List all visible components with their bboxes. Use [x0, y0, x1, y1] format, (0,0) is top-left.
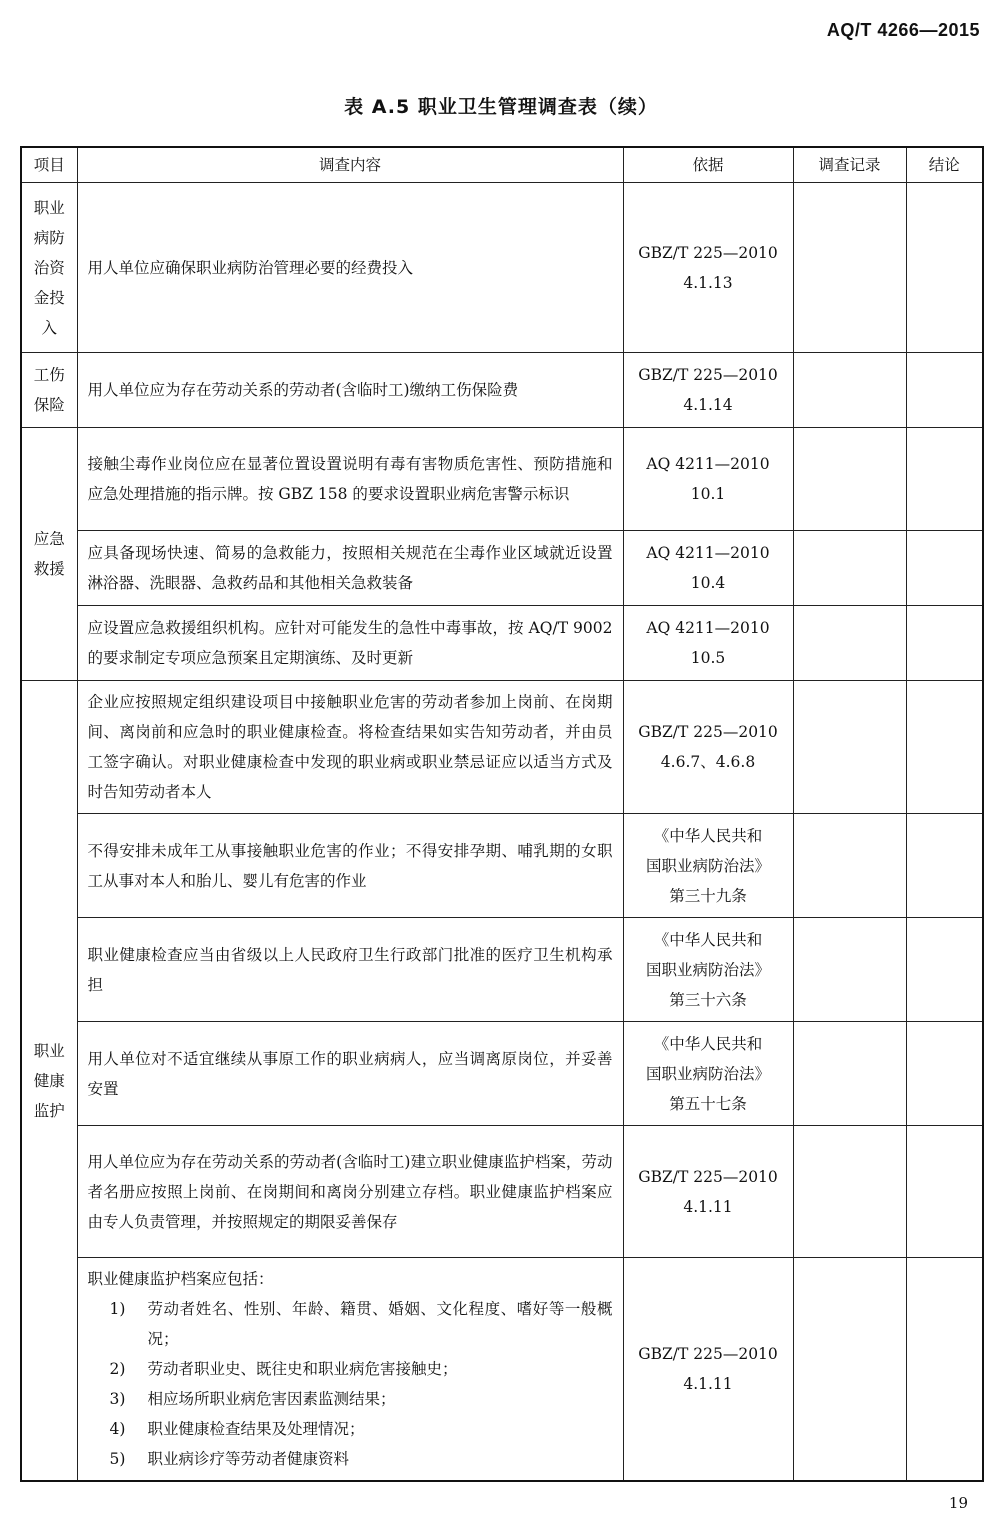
list-text: 劳动者姓名、性别、年龄、籍贯、婚姻、文化程度、嗜好等一般概况； — [147, 1300, 613, 1348]
content-cell: 用人单位应为存在劳动关系的劳动者(含临时工)建立职业健康监护档案，劳动者名册应按照上岗前、在岗期间和离岗分别建立存档。职业健康监护档案应由专人负责管理，并按照规定的期限妥善保存 — [77, 1126, 623, 1258]
basis-line: 《中华人民共和 — [653, 930, 763, 949]
record-cell — [793, 531, 906, 606]
list-number: 2) — [109, 1360, 126, 1378]
list-item — [88, 1294, 613, 1354]
conclusion-cell — [906, 1258, 983, 1482]
item-cell — [21, 681, 77, 1482]
basis-line: 国职业病防治法》 — [645, 856, 770, 875]
header-content: 调查内容 — [77, 147, 623, 183]
table-row — [21, 918, 983, 1022]
content-cell: 用人单位应为存在劳动关系的劳动者(含临时工)缴纳工伤保险费 — [77, 353, 623, 428]
list-item — [88, 1354, 613, 1384]
list-number: 5) — [109, 1450, 126, 1468]
table-title: 表 A.5 职业卫生管理调查表（续） — [344, 96, 658, 118]
list-number: 4) — [109, 1420, 126, 1438]
basis-line: GBZ/T 225—2010 — [638, 366, 778, 384]
content-cell: 应设置应急救援组织机构。应针对可能发生的急性中毒事故，按 AQ/T 9002 的要求制定专项应急预案且定期演练、及时更新 — [77, 606, 623, 681]
content-cell: 用人单位应确保职业病防治管理必要的经费投入 — [77, 183, 623, 353]
basis-cell — [623, 606, 793, 681]
basis-line: 10.5 — [690, 649, 726, 667]
item-label: 应急救援 — [33, 530, 65, 578]
item-label: 工伤保险 — [33, 366, 65, 414]
record-cell — [793, 1258, 906, 1482]
list-intro: 职业健康监护档案应包括： — [87, 1270, 274, 1288]
basis-cell — [623, 1258, 793, 1482]
record-cell — [793, 1126, 906, 1258]
item-label: 职业病防治资金投入 — [33, 198, 65, 337]
basis-cell — [623, 918, 793, 1022]
basis-cell — [623, 681, 793, 814]
basis-line: 《中华人民共和 — [653, 826, 763, 845]
table-row — [21, 681, 983, 814]
basis-line: AQ 4211—2010 — [646, 619, 770, 637]
table-row — [21, 183, 983, 353]
content-cell: 不得安排未成年工从事接触职业危害的作业；不得安排孕期、哺乳期的女职工从事对本人和胎儿、婴儿有危害的作业 — [77, 814, 623, 918]
basis-line: 第三十九条 — [669, 886, 747, 905]
header-basis: 依据 — [623, 147, 793, 183]
table-row — [21, 428, 983, 531]
record-cell — [793, 918, 906, 1022]
list-item — [88, 1444, 613, 1474]
basis-line: GBZ/T 225—2010 — [638, 243, 778, 262]
basis-line: 第三十六条 — [669, 990, 747, 1009]
basis-line: 4.1.13 — [683, 273, 733, 292]
list-text: 相应场所职业病危害因素监测结果； — [147, 1390, 396, 1408]
basis-line: AQ 4211—2010 — [646, 544, 770, 562]
basis-line: 4.6.7、4.6.8 — [660, 753, 756, 771]
basis-line: 4.1.11 — [683, 1375, 733, 1393]
conclusion-cell — [906, 428, 983, 531]
basis-cell — [623, 1126, 793, 1258]
record-cell — [793, 606, 906, 681]
basis-line: GBZ/T 225—2010 — [638, 723, 778, 741]
basis-line: 国职业病防治法》 — [645, 1064, 770, 1083]
basis-line: 4.1.11 — [683, 1197, 733, 1216]
list-text: 职业健康检查结果及处理情况； — [147, 1420, 365, 1438]
conclusion-cell — [906, 1126, 983, 1258]
table-row — [21, 353, 983, 428]
record-cell — [793, 353, 906, 428]
record-cell — [793, 183, 906, 353]
basis-line: GBZ/T 225—2010 — [638, 1167, 778, 1186]
basis-cell — [623, 353, 793, 428]
record-cell — [793, 1022, 906, 1126]
item-cell — [21, 428, 77, 681]
conclusion-cell — [906, 681, 983, 814]
record-cell — [793, 814, 906, 918]
basis-line: 国职业病防治法》 — [645, 960, 770, 979]
header-record: 调查记录 — [793, 147, 906, 183]
content-cell: 职业健康检查应当由省级以上人民政府卫生行政部门批准的医疗卫生机构承担 — [77, 918, 623, 1022]
basis-cell — [623, 1022, 793, 1126]
content-cell: 应具备现场快速、简易的急救能力，按照相关规范在尘毒作业区域就近设置淋浴器、洗眼器、急救药品和其他相关急救装备 — [77, 531, 623, 606]
conclusion-cell — [906, 183, 983, 353]
survey-table — [20, 146, 984, 1482]
table-header-row — [21, 147, 983, 183]
page-number: 19 — [948, 1494, 968, 1512]
item-cell — [21, 183, 77, 353]
list-item — [88, 1414, 613, 1444]
list-text: 职业病诊疗等劳动者健康资料 — [147, 1450, 350, 1468]
basis-line: 第五十七条 — [669, 1094, 747, 1113]
conclusion-cell — [906, 918, 983, 1022]
table-row — [21, 531, 983, 606]
table-row — [21, 1258, 983, 1482]
table-row — [21, 1126, 983, 1258]
basis-line: 10.4 — [690, 574, 726, 592]
content-cell: 用人单位对不适宜继续从事原工作的职业病病人，应当调离原岗位，并妥善安置 — [77, 1022, 623, 1126]
record-cell — [793, 428, 906, 531]
basis-cell — [623, 183, 793, 353]
conclusion-cell — [906, 531, 983, 606]
basis-cell — [623, 428, 793, 531]
list-number: 3) — [109, 1390, 126, 1408]
conclusion-cell — [906, 1022, 983, 1126]
basis-cell — [623, 814, 793, 918]
basis-line: GBZ/T 225—2010 — [638, 1345, 778, 1363]
list-text: 劳动者职业史、既往史和职业病危害接触史； — [147, 1360, 458, 1378]
basis-line: 4.1.14 — [683, 396, 733, 414]
basis-line: 10.1 — [690, 485, 726, 503]
table-row — [21, 814, 983, 918]
header-item: 项目 — [21, 147, 77, 183]
item-cell — [21, 353, 77, 428]
header-conclusion: 结论 — [906, 147, 983, 183]
conclusion-cell — [906, 606, 983, 681]
conclusion-cell — [906, 353, 983, 428]
standard-code: AQ/T 4266—2015 — [826, 20, 980, 40]
list-item — [88, 1384, 613, 1414]
content-cell: 企业应按照规定组织建设项目中接触职业危害的劳动者参加上岗前、在岗期间、离岗前和应急时的职业健康检查。将检查结果如实告知劳动者，并由员工签字确认。对职业健康检查中发现的职业病或职业禁忌证应以适当方式及时告知劳动者本人 — [77, 681, 623, 814]
table-row — [21, 1022, 983, 1126]
basis-cell — [623, 531, 793, 606]
conclusion-cell — [906, 814, 983, 918]
table-row — [21, 606, 983, 681]
list-number: 1) — [109, 1300, 126, 1318]
record-cell — [793, 681, 906, 814]
basis-line: AQ 4211—2010 — [646, 455, 770, 473]
content-cell: 接触尘毒作业岗位应在显著位置设置说明有毒有害物质危害性、预防措施和应急处理措施的指示牌。按 GBZ 158 的要求设置职业病危害警示标识 — [77, 428, 623, 531]
item-label: 职业健康监护 — [33, 1041, 65, 1120]
content-cell — [77, 1258, 623, 1482]
basis-line: 《中华人民共和 — [653, 1034, 763, 1053]
